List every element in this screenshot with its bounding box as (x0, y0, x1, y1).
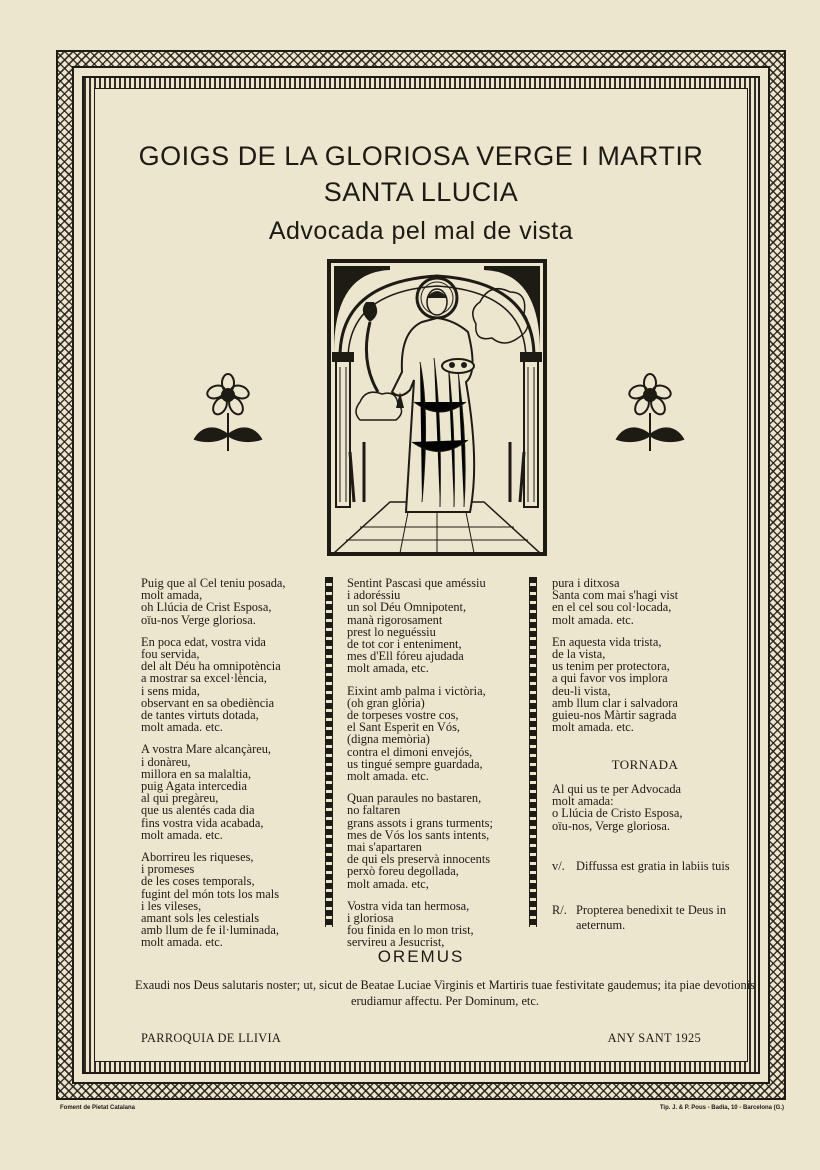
tornada-line: o Llúcia de Cristo Esposa, (552, 806, 683, 821)
verse-line: de la vista, (552, 647, 606, 662)
verse-line: En poca edat, vostra vida (141, 634, 266, 649)
versicle-symbol: v/. (552, 859, 565, 873)
verse-line: que us alentés cada dia (141, 803, 255, 818)
verse-line: perxò foreu degollada, (347, 864, 459, 879)
verse-line: un sol Déu Omnipotent, (347, 600, 467, 615)
verse-line: i donàreu, (141, 754, 191, 769)
tornada-line: Al qui us te per Advocada (552, 782, 682, 796)
verse-line: molt amada. etc. (141, 827, 223, 842)
ornamental-border-middle (72, 66, 770, 1084)
verse-line: pura i ditxosa (552, 576, 620, 590)
verse-line: del alt Déu ha omnipotència (141, 659, 281, 674)
verse-line: fou servida, (141, 647, 200, 662)
stanza (141, 577, 321, 626)
verse-line: el Sant Esperit en Vós, (347, 720, 460, 735)
ornamental-border-inner (82, 76, 760, 1074)
page-subtitle: Advocada pel mal de vista (268, 217, 574, 245)
verse-line: i promeses (141, 862, 195, 877)
verse-line: i gloriosa (347, 911, 394, 926)
verse-line: amant sols les celestials (141, 911, 260, 926)
verse-line: manà rigorosament (347, 612, 443, 627)
oremus-heading: OREMUS (377, 947, 465, 966)
verse-line: a qui favor vos implora (552, 671, 668, 686)
verse-line: de tot cor i enteniment, (347, 637, 462, 652)
verse-line: molt amada. etc. (141, 720, 223, 735)
stanza (347, 792, 529, 890)
publisher-credit: Foment de Pietat Catalana (60, 1105, 136, 1111)
verse-line: de tantes virtuts dotada, (141, 708, 259, 723)
column-divider-ornament (325, 577, 333, 927)
verse-line: molt amada. etc. (141, 935, 223, 950)
verse-line: mai s'apartaren (347, 840, 422, 855)
stanza (552, 636, 752, 734)
parish-name: PARROQUIA DE LLIVIA (141, 1031, 282, 1045)
stanza (141, 851, 321, 949)
flower-ornament-right-icon (615, 373, 685, 453)
verse-line: fins vostra vida acabada, (141, 815, 264, 830)
verse-line: Aborrireu les riqueses, (141, 850, 254, 865)
verse-line: molt amada. etc. (552, 720, 634, 735)
verse-line: servireu a Jesucrist, (347, 935, 445, 950)
verse-line: (oh gran glòria) (347, 695, 425, 710)
verse-line: prest lo neguéssiu (347, 624, 436, 639)
verse-column-1 (141, 577, 321, 959)
verse-line: molt amada, (141, 588, 203, 603)
saint-lucia-woodcut-image (327, 259, 547, 556)
verse-line: molt amada. etc. (347, 769, 429, 784)
verse-line: de les coses temporals, (141, 874, 255, 889)
verse-line: contra el dimoni envejós, (347, 744, 473, 759)
response-symbol: R/. (552, 903, 567, 917)
stanza (347, 900, 529, 949)
verse-column-2 (347, 577, 529, 959)
verse-line: mes de Vós los sants intents, (347, 827, 490, 842)
verse-line: Eixint amb palma i victòria, (347, 683, 486, 698)
page-title-line-1: GOIGS DE LA GLORIOSA VERGE I MARTIR (138, 141, 704, 171)
verse-line: Sentint Pascasi que améssiu (347, 576, 486, 590)
verse-line: grans assots i grans turments; (347, 815, 493, 830)
verse-line: mes d'Ell fóreu ajudada (347, 649, 464, 664)
verse-line: en el cel sou col·locada, (552, 600, 672, 615)
stanza (347, 577, 529, 675)
ornamental-border-outer (56, 50, 786, 1100)
verse-line: molt amada. etc, (347, 876, 429, 891)
verse-column-3 (552, 577, 752, 743)
column-divider-ornament (529, 577, 537, 927)
verse-line: oh Llúcia de Crist Esposa, (141, 600, 272, 615)
flower-ornament-left-icon (193, 373, 263, 453)
verse-line: deu-li vista, (552, 683, 611, 698)
verse-line: al qui pregàreu, (141, 791, 219, 806)
verse-line: de qui els preservà innocents (347, 852, 491, 867)
tornada-heading: TORNADA (611, 757, 679, 772)
verse-line: Vostra vida tan hermosa, (347, 898, 470, 913)
verse-line: puig Agata intercedia (141, 779, 247, 794)
verse-line: us tingué sempre guardada, (347, 756, 483, 771)
verse-line: oïu-nos Verge gloriosa. (141, 612, 256, 627)
verse-line: (digna memòria) (347, 732, 430, 747)
stanza (141, 743, 321, 841)
verse-line: fou finida en lo mon trist, (347, 923, 474, 938)
verse-line: Puig que al Cel teniu posada, (141, 576, 286, 590)
verse-line: amb llum de fe il·luminada, (141, 923, 279, 938)
verse-line: Santa com mai s'hagi vist (552, 588, 679, 603)
verse-line: millora en sa malaltia, (141, 766, 252, 781)
page-title-line-2: SANTA LLUCIA (323, 177, 519, 207)
verse-line: fugint del món tots los mals (141, 886, 280, 901)
verse-line: i les vileses, (141, 898, 202, 913)
verse-line: guieu-nos Màrtir sagrada (552, 708, 677, 723)
verse-line: i sens mida, (141, 683, 200, 698)
verse-line: molt amada, etc. (347, 661, 429, 676)
stanza (347, 685, 529, 783)
verse-line: En aquesta vida trista, (552, 634, 662, 649)
response-text: Propterea benedixit te Deus in aeternum. (576, 903, 727, 932)
verse-line: no faltaren (347, 803, 401, 818)
stanza (552, 577, 752, 626)
holy-year-label: ANY SANT 1925 (607, 1031, 701, 1045)
versicle-text: Diffussa est gratia in labiis tuis (576, 859, 730, 873)
verse-line: us tenim per protectora, (552, 659, 670, 674)
tornada-line: molt amada: (552, 794, 614, 809)
verse-line: A vostra Mare alcançàreu, (141, 742, 272, 757)
verse-line: i adoréssiu (347, 588, 401, 603)
verse-line: observant en sa obediència (141, 695, 275, 710)
verse-line: Quan paraules no bastaren, (347, 791, 482, 806)
printer-credit: Tip. J. & P. Pous - Badia, 10 - Barcelona (G.) (659, 1105, 784, 1111)
verse-line: a mostrar sa excel·lència, (141, 671, 267, 686)
tornada-line: oïu-nos, Verge gloriosa. (552, 818, 670, 833)
verse-line: molt amada. etc. (552, 612, 634, 627)
stanza (141, 636, 321, 734)
tornada-stanza (552, 783, 682, 832)
page-content (94, 88, 755, 1062)
verse-line: amb llum clar i salvadora (552, 695, 678, 710)
verse-line: de torpeses vostre cos, (347, 708, 459, 723)
oremus-prayer-text: Exaudi nos Deus salutaris noster; ut, sicut de Beatae Luciae Virginis et Martiris tuae festivitate gaudemus; ita piae devotionis erudiamur affectu. Per Dominum, etc. (135, 978, 755, 1008)
